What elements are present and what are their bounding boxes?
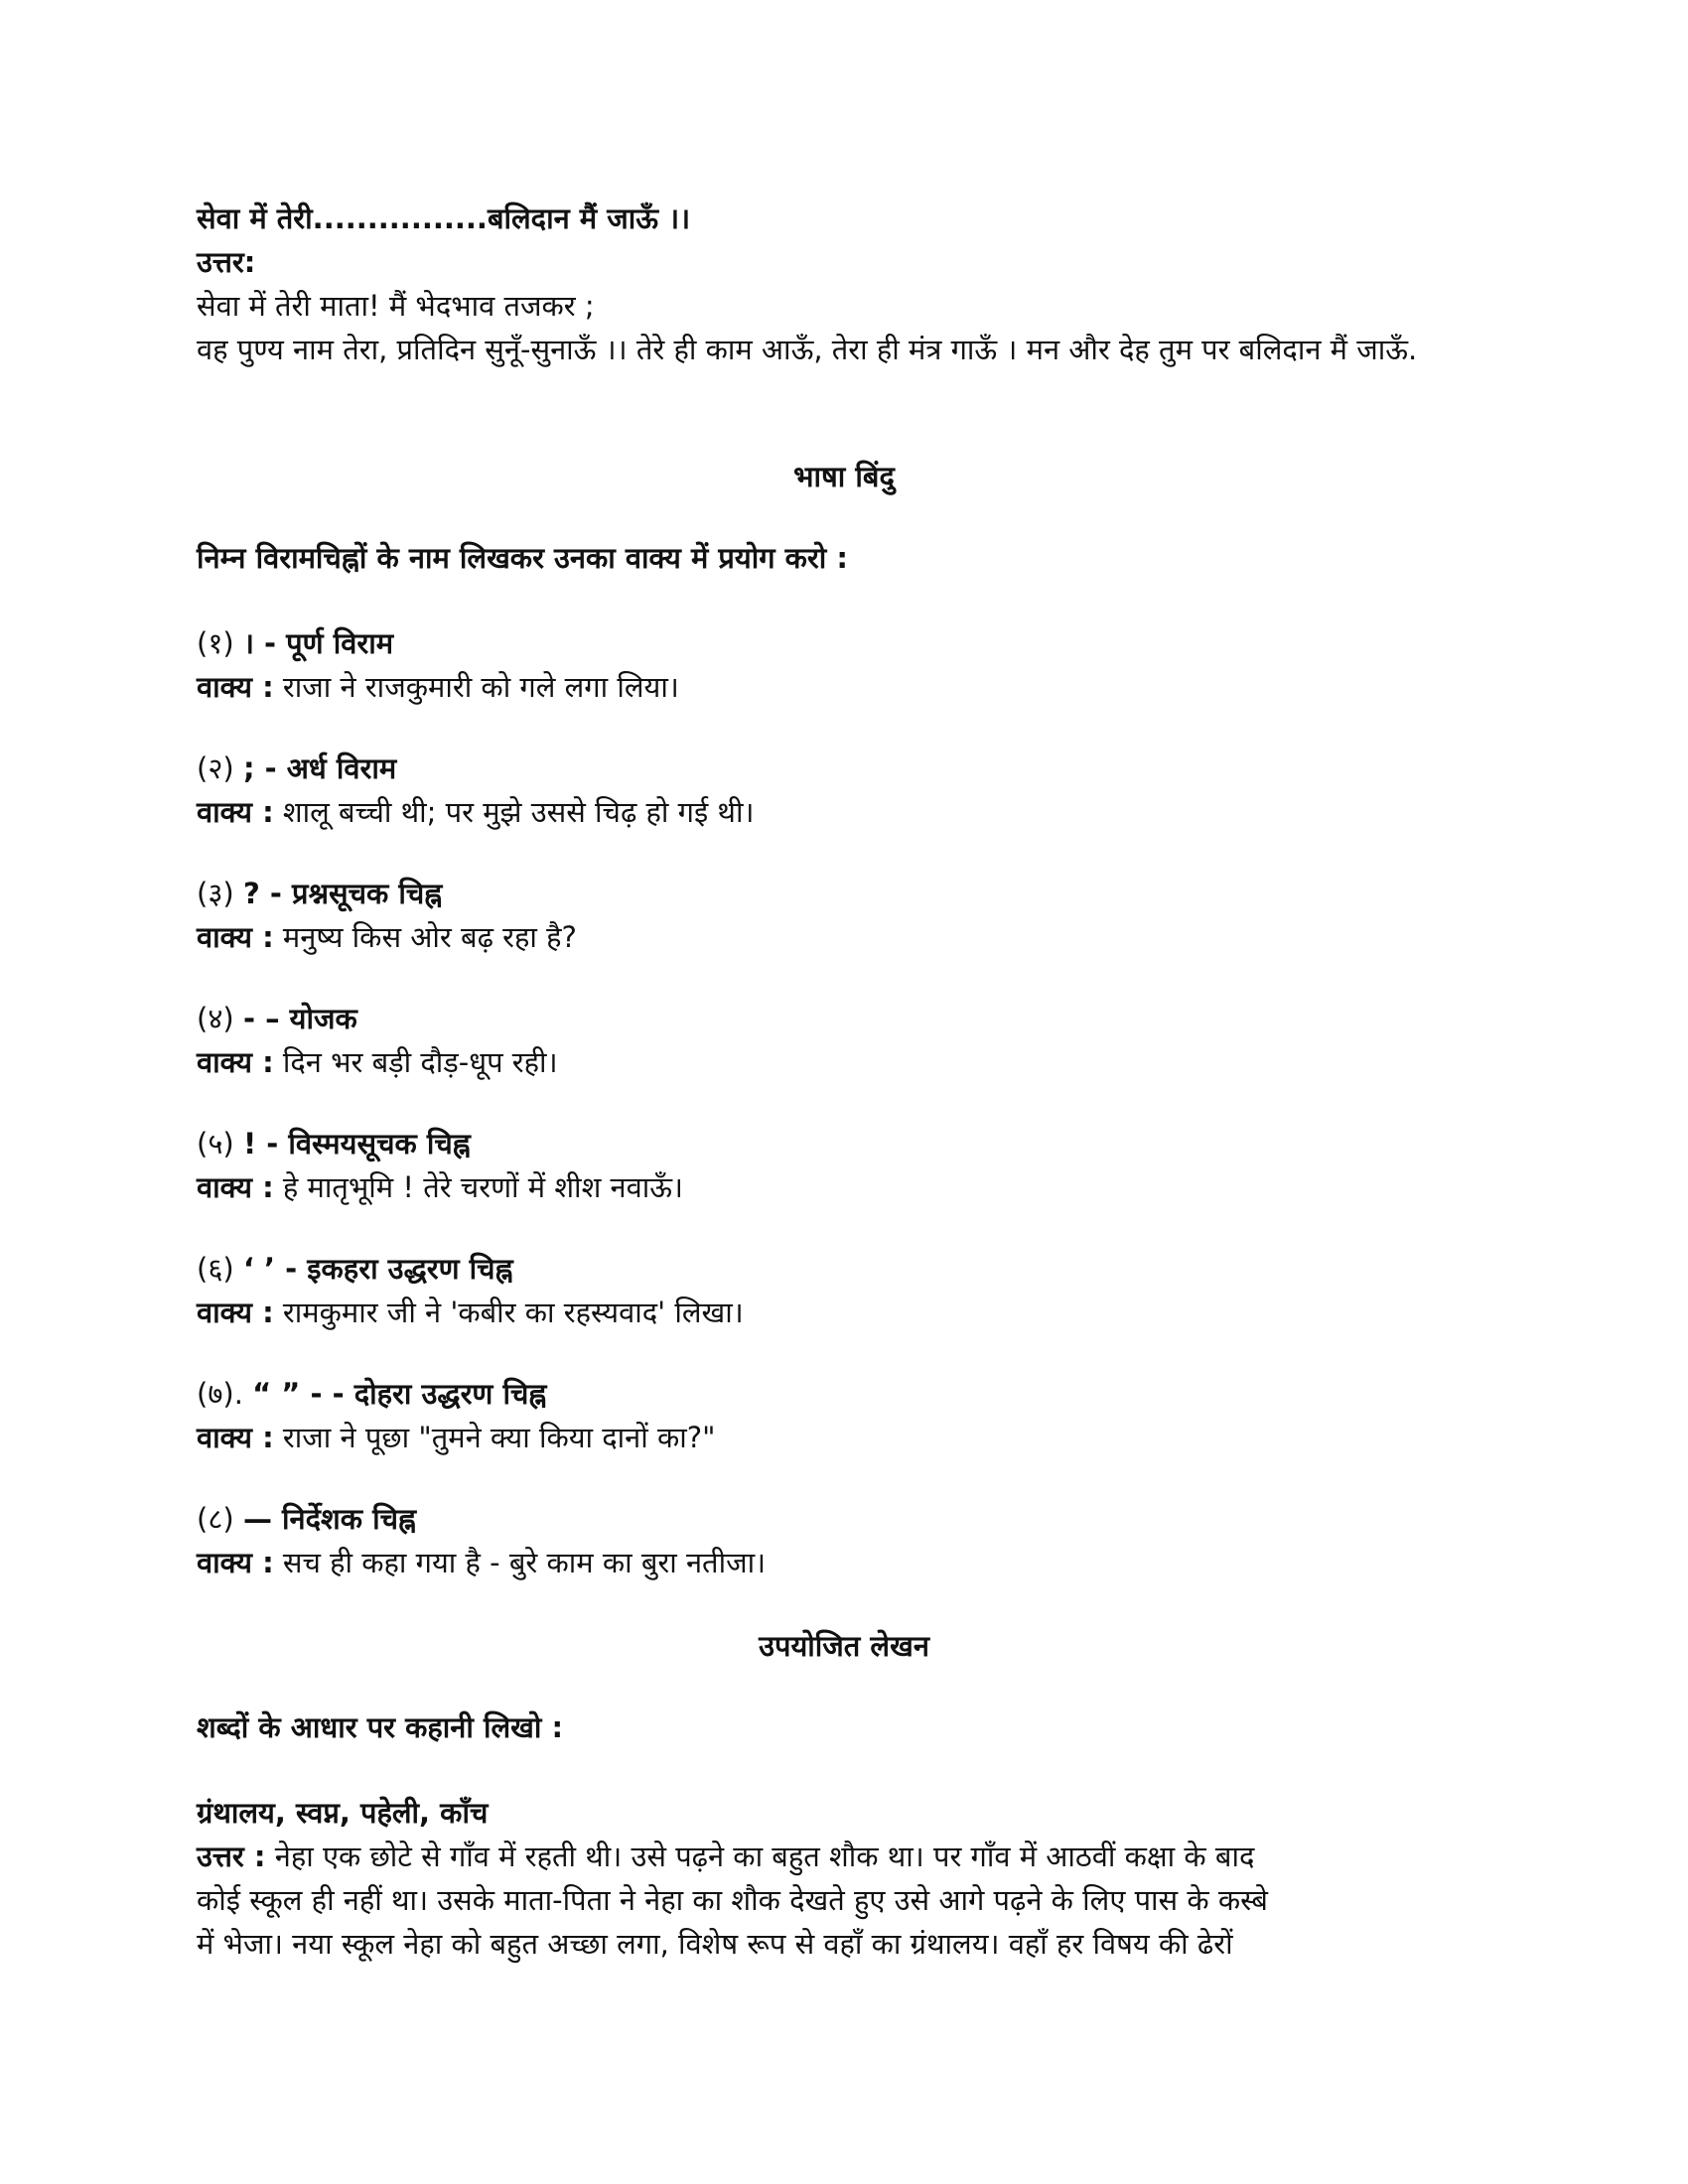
poem-line-2: वह पुण्य नाम तेरा, प्रतिदिन सुनूँ-सुनाऊँ ।। तेरे ही काम आऊँ, तेरा ही मंत्र गाऊँ । मन और देह तुम पर बलिदान मैं जाऊँ.: [197, 333, 1418, 366]
sentence-label: वाक्य :: [197, 1045, 274, 1079]
item-heading: ? - प्रश्नसूचक चिह्न: [242, 877, 443, 910]
item-sentence: मनुष्य किस ओर बढ़ रहा है?: [282, 920, 577, 954]
punctuation-item: [197, 1122, 1487, 1209]
sentence-label: वाक्य :: [197, 1546, 274, 1579]
item-sentence: रामकुमार जी ने 'कबीर का रहस्यवाद' लिखा।: [282, 1296, 744, 1329]
sentence-label: वाक्य :: [197, 795, 274, 829]
sentence-label: वाक्य :: [197, 1421, 274, 1454]
item-sentence: शालू बच्ची थी; पर मुझे उससे चिढ़ हो गई थी।: [282, 795, 755, 829]
item-heading: — निर्देशक चिह्न: [242, 1502, 417, 1536]
sentence-label: वाक्य :: [197, 1170, 274, 1204]
item-number: (६): [197, 1252, 234, 1286]
section-title-bhasha-bindu: भाषा बिंदु: [793, 460, 895, 493]
sentence-label: वाक्य :: [197, 1296, 274, 1329]
item-sentence: हे मातृभूमि ! तेरे चरणों में शीश नवाऊँ।: [282, 1170, 683, 1204]
punctuation-item: [197, 1247, 1487, 1334]
item-heading: “ ” - - दोहरा उद्धरण चिह्न: [252, 1377, 547, 1411]
sentence-label: वाक्य :: [197, 670, 274, 704]
item-number: (५): [197, 1127, 234, 1160]
item-sentence: राजा ने पूछा "तुमने क्या किया दानों का?": [282, 1421, 716, 1454]
punctuation-item: [197, 872, 1487, 959]
punctuation-item: [197, 621, 1487, 709]
item-heading: । - पूर्ण विराम: [242, 626, 394, 660]
poem-block: [197, 197, 1487, 371]
item-heading: ‘ ’ - इकहरा उद्धरण चिह्न: [242, 1252, 513, 1286]
item-sentence: दिन भर बड़ी दौड़-धूप रही।: [282, 1045, 558, 1079]
item-number: (८): [197, 1502, 234, 1536]
item-heading: ; - अर्ध विराम: [242, 751, 397, 785]
poem-line-1: सेवा में तेरी माता! मैं भेदभाव तजकर ;: [197, 289, 595, 323]
item-number: (१): [197, 626, 234, 660]
item-heading: - – योजक: [242, 1002, 357, 1035]
story-words: ग्रंथालय, स्वप्न, पहेली, काँच: [197, 1796, 489, 1830]
punctuation-item: [197, 997, 1487, 1084]
item-heading: ! - विस्मयसूचक चिह्न: [242, 1127, 471, 1160]
sentence-label: वाक्य :: [197, 920, 274, 954]
section2-instruction: शब्दों के आधार पर कहानी लिखो :: [197, 1710, 564, 1744]
story-answer-label: उत्तर :: [197, 1840, 266, 1873]
item-number: (७).: [197, 1377, 243, 1411]
story-line-2: कोई स्कूल ही नहीं था। उसके माता-पिता ने नेहा का शौक देखते हुए उसे आगे पढ़ने के लिए पास के कस्बे: [197, 1883, 1268, 1917]
item-sentence: राजा ने राजकुमारी को गले लगा लिया।: [282, 670, 679, 704]
punctuation-item: [197, 747, 1487, 834]
story-line-1: नेहा एक छोटे से गाँव में रहती थी। उसे पढ़ने का बहुत शौक था। पर गाँव में आठवीं कक्षा के बाद: [274, 1840, 1255, 1873]
section-title-upayojit-lekhan: उपयोजित लेखन: [759, 1629, 929, 1663]
story-line-3: में भेजा। नया स्कूल नेहा को बहुत अच्छा लगा, विशेष रूप से वहाँ का ग्रंथालय। वहाँ हर विषय की ढेरों: [197, 1927, 1233, 1961]
item-sentence: सच ही कहा गया है - बुरे काम का बुरा नतीजा।: [282, 1546, 767, 1579]
punctuation-item: [197, 1497, 1487, 1584]
item-number: (४): [197, 1002, 234, 1035]
punctuation-item: [197, 1372, 1487, 1459]
story-block: [197, 1791, 1487, 1966]
item-number: (२): [197, 751, 234, 785]
poem-answer-label: उत्तर:: [197, 245, 256, 279]
item-number: (३): [197, 877, 234, 910]
poem-heading: सेवा में तेरी................बलिदान मैं जाऊँ ।।: [197, 202, 691, 235]
section1-instruction: निम्न विरामचिह्नों के नाम लिखकर उनका वाक्य में प्रयोग करो :: [197, 541, 848, 575]
